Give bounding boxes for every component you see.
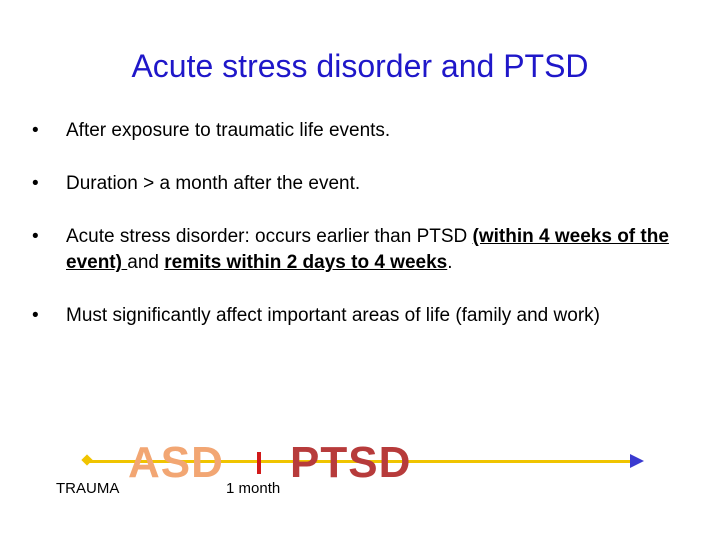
trauma-label: TRAUMA	[56, 480, 120, 497]
bullet-exposure-text: After exposure to traumatic life events.	[66, 120, 391, 141]
one-month-label: 1 month	[226, 480, 281, 497]
bullet-acute-stress-text: Acute stress disorder: occurs earlier than PTSD	[66, 226, 473, 247]
timeline-start-diamond-icon	[81, 454, 92, 465]
within-4-weeks-emphasis: (within 4 weeks of the event)	[66, 226, 669, 273]
ptsd-label: PTSD	[290, 438, 412, 487]
bullet-duration-text: Duration > a month after the event.	[66, 173, 361, 194]
timeline-arrow-icon	[630, 454, 644, 468]
bullet-duration	[30, 171, 690, 197]
slide-title: Acute stress disorder and PTSD	[131, 48, 589, 84]
bullet-impact-text: Must significantly affect important areas of life (family and work)	[66, 305, 600, 326]
bullet-list	[30, 118, 690, 329]
bullet-impact	[30, 303, 690, 329]
bullet-acute-stress-and: and	[127, 252, 165, 273]
timeline	[0, 420, 720, 520]
bullet-exposure	[30, 118, 690, 144]
one-month-tick	[257, 452, 261, 474]
asd-label: ASD	[128, 438, 224, 487]
bullet-acute-stress-period: .	[447, 252, 453, 273]
remits-emphasis: remits within 2 days to 4 weeks	[164, 252, 448, 273]
bullet-acute-stress	[30, 224, 690, 276]
